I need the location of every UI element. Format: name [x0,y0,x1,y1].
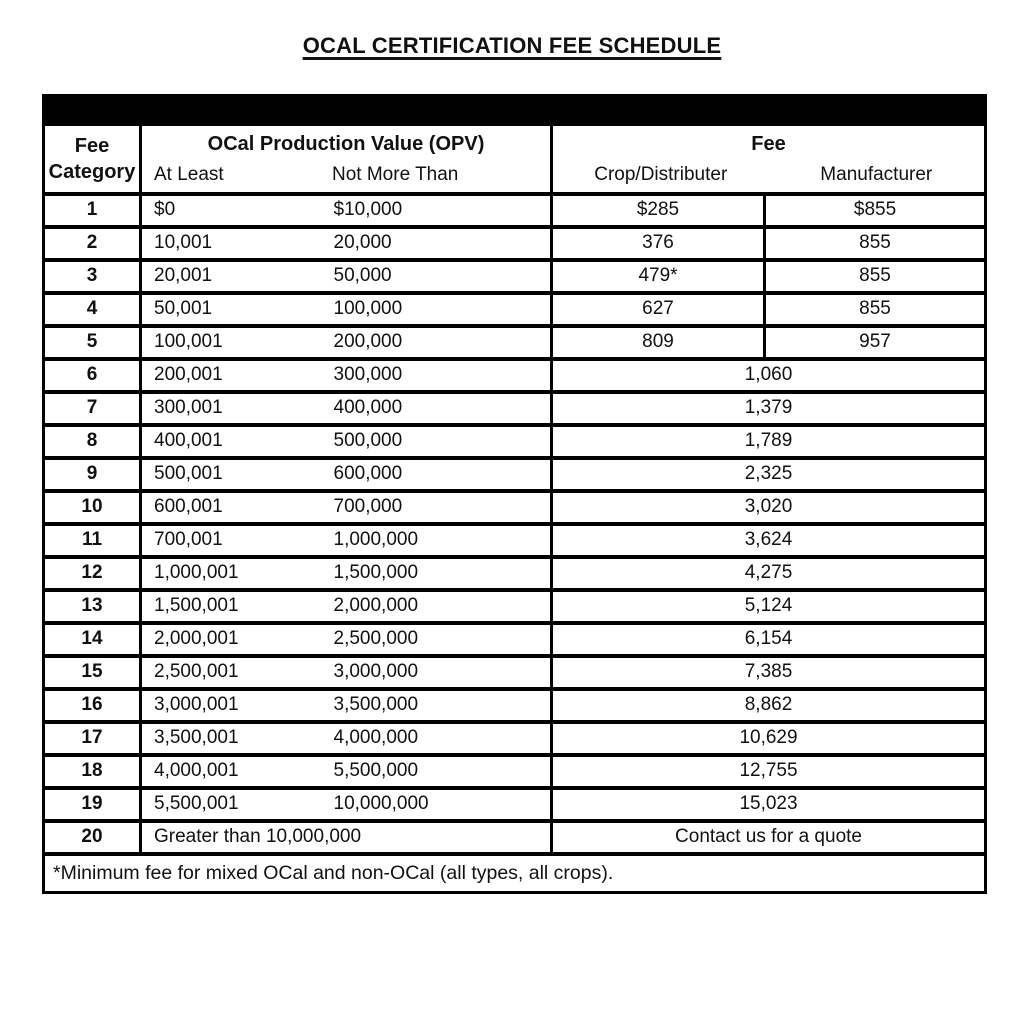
at-least-cell: 400,001 [141,425,334,458]
footnote: *Minimum fee for mixed OCal and non-OCal (all types, all crops). [44,854,986,893]
at-least-cell: 600,001 [141,491,334,524]
fee-category-cell: 5 [44,326,141,359]
combined-fee-cell: 1,789 [552,425,986,458]
table-row [44,590,986,623]
table-row [44,326,986,359]
manufacturer-fee-cell: 957 [765,326,986,359]
at-least-cell: 3,500,001 [141,722,334,755]
not-more-than-cell: 20,000 [334,227,552,260]
table-row [44,491,986,524]
fee-category-cell: 2 [44,227,141,260]
combined-fee-cell: Contact us for a quote [552,821,986,854]
opv-group-header [141,124,552,194]
fee-subheaders [553,159,984,192]
not-more-than-cell: 400,000 [334,392,552,425]
at-least-cell: 300,001 [141,392,334,425]
black-banner [44,96,986,124]
not-more-than-cell: 3,500,000 [334,689,552,722]
fee-table-body [44,194,986,854]
not-more-than-cell: 2,000,000 [334,590,552,623]
at-least-cell: 1,000,001 [141,557,334,590]
table-row [44,359,986,392]
fee-category-cell: 1 [44,194,141,227]
crop-distributer-header: Crop/Distributer [594,164,728,185]
fee-category-cell: 18 [44,755,141,788]
fee-category-cell: 19 [44,788,141,821]
opv-range-cell: Greater than 10,000,000 [141,821,552,854]
at-least-cell: 500,001 [141,458,334,491]
table-row [44,557,986,590]
page-title: OCAL CERTIFICATION FEE SCHEDULE [302,33,722,58]
manufacturer-header: Manufacturer [820,164,933,185]
fee-group-label: Fee [751,132,786,155]
fee-category-cell: 6 [44,359,141,392]
fee-table-head [44,96,986,194]
at-least-cell: 100,001 [141,326,334,359]
combined-fee-cell: 15,023 [552,788,986,821]
fee-category-cell: 12 [44,557,141,590]
fee-category-cell: 16 [44,689,141,722]
table-row [44,260,986,293]
table-row [44,227,986,260]
fee-category-cell: 13 [44,590,141,623]
combined-fee-cell: 10,629 [552,722,986,755]
fee-category-header-line1: Fee [74,134,110,157]
fee-category-header-line2: Category [48,160,136,183]
at-least-cell: $0 [141,194,334,227]
crop-distributer-fee-cell: 376 [552,227,765,260]
not-more-than-cell: 1,000,000 [334,524,552,557]
at-least-header: At Least [154,164,224,185]
fee-category-cell: 9 [44,458,141,491]
table-row [44,755,986,788]
not-more-than-cell: 5,500,000 [334,755,552,788]
not-more-than-cell: 200,000 [334,326,552,359]
at-least-cell: 50,001 [141,293,334,326]
crop-distributer-fee-cell: $285 [552,194,765,227]
combined-fee-cell: 3,624 [552,524,986,557]
not-more-than-cell: 50,000 [334,260,552,293]
at-least-cell: 4,000,001 [141,755,334,788]
table-row [44,458,986,491]
at-least-cell: 5,500,001 [141,788,334,821]
at-least-cell: 2,000,001 [141,623,334,656]
manufacturer-fee-cell: 855 [765,227,986,260]
not-more-than-cell: 100,000 [334,293,552,326]
not-more-than-cell: $10,000 [334,194,552,227]
combined-fee-cell: 7,385 [552,656,986,689]
crop-distributer-fee-cell: 479* [552,260,765,293]
not-more-than-cell: 700,000 [334,491,552,524]
combined-fee-cell: 1,379 [552,392,986,425]
table-row [44,293,986,326]
fee-category-cell: 20 [44,821,141,854]
crop-distributer-fee-cell: 809 [552,326,765,359]
table-row [44,821,986,854]
manufacturer-fee-cell: 855 [765,293,986,326]
fee-schedule-table [42,94,987,894]
at-least-cell: 200,001 [141,359,334,392]
fee-category-cell: 7 [44,392,141,425]
not-more-than-cell: 300,000 [334,359,552,392]
table-row [44,524,986,557]
table-top-black-bar-row [44,96,986,124]
not-more-than-cell: 1,500,000 [334,557,552,590]
at-least-cell: 700,001 [141,524,334,557]
table-row [44,656,986,689]
combined-fee-cell: 4,275 [552,557,986,590]
combined-fee-cell: 6,154 [552,623,986,656]
not-more-than-header: Not More Than [332,164,459,185]
not-more-than-cell: 600,000 [334,458,552,491]
fee-category-cell: 14 [44,623,141,656]
combined-fee-cell: 1,060 [552,359,986,392]
fee-group-header [552,124,986,194]
not-more-than-cell: 3,000,000 [334,656,552,689]
table-header-row [44,124,986,194]
combined-fee-cell: 5,124 [552,590,986,623]
fee-category-cell: 4 [44,293,141,326]
at-least-cell: 1,500,001 [141,590,334,623]
at-least-cell: 3,000,001 [141,689,334,722]
fee-category-cell: 15 [44,656,141,689]
opv-subheaders [142,159,550,192]
manufacturer-fee-cell: $855 [765,194,986,227]
fee-category-cell: 17 [44,722,141,755]
fee-category-cell: 8 [44,425,141,458]
fee-category-header [44,124,141,194]
crop-distributer-fee-cell: 627 [552,293,765,326]
table-row [44,722,986,755]
not-more-than-cell: 2,500,000 [334,623,552,656]
not-more-than-cell: 10,000,000 [334,788,552,821]
table-row [44,788,986,821]
fee-category-cell: 3 [44,260,141,293]
fee-category-cell: 11 [44,524,141,557]
footnote-row [44,854,986,893]
combined-fee-cell: 3,020 [552,491,986,524]
table-row [44,425,986,458]
opv-group-label: OCal Production Value (OPV) [207,132,485,155]
manufacturer-fee-cell: 855 [765,260,986,293]
not-more-than-cell: 500,000 [334,425,552,458]
not-more-than-cell: 4,000,000 [334,722,552,755]
fee-schedule-table-wrap [42,94,984,894]
table-row [44,689,986,722]
at-least-cell: 2,500,001 [141,656,334,689]
table-row [44,194,986,227]
table-row [44,623,986,656]
fee-category-cell: 10 [44,491,141,524]
fee-table-foot [44,854,986,893]
at-least-cell: 20,001 [141,260,334,293]
combined-fee-cell: 12,755 [552,755,986,788]
combined-fee-cell: 8,862 [552,689,986,722]
at-least-cell: 10,001 [141,227,334,260]
combined-fee-cell: 2,325 [552,458,986,491]
table-row [44,392,986,425]
